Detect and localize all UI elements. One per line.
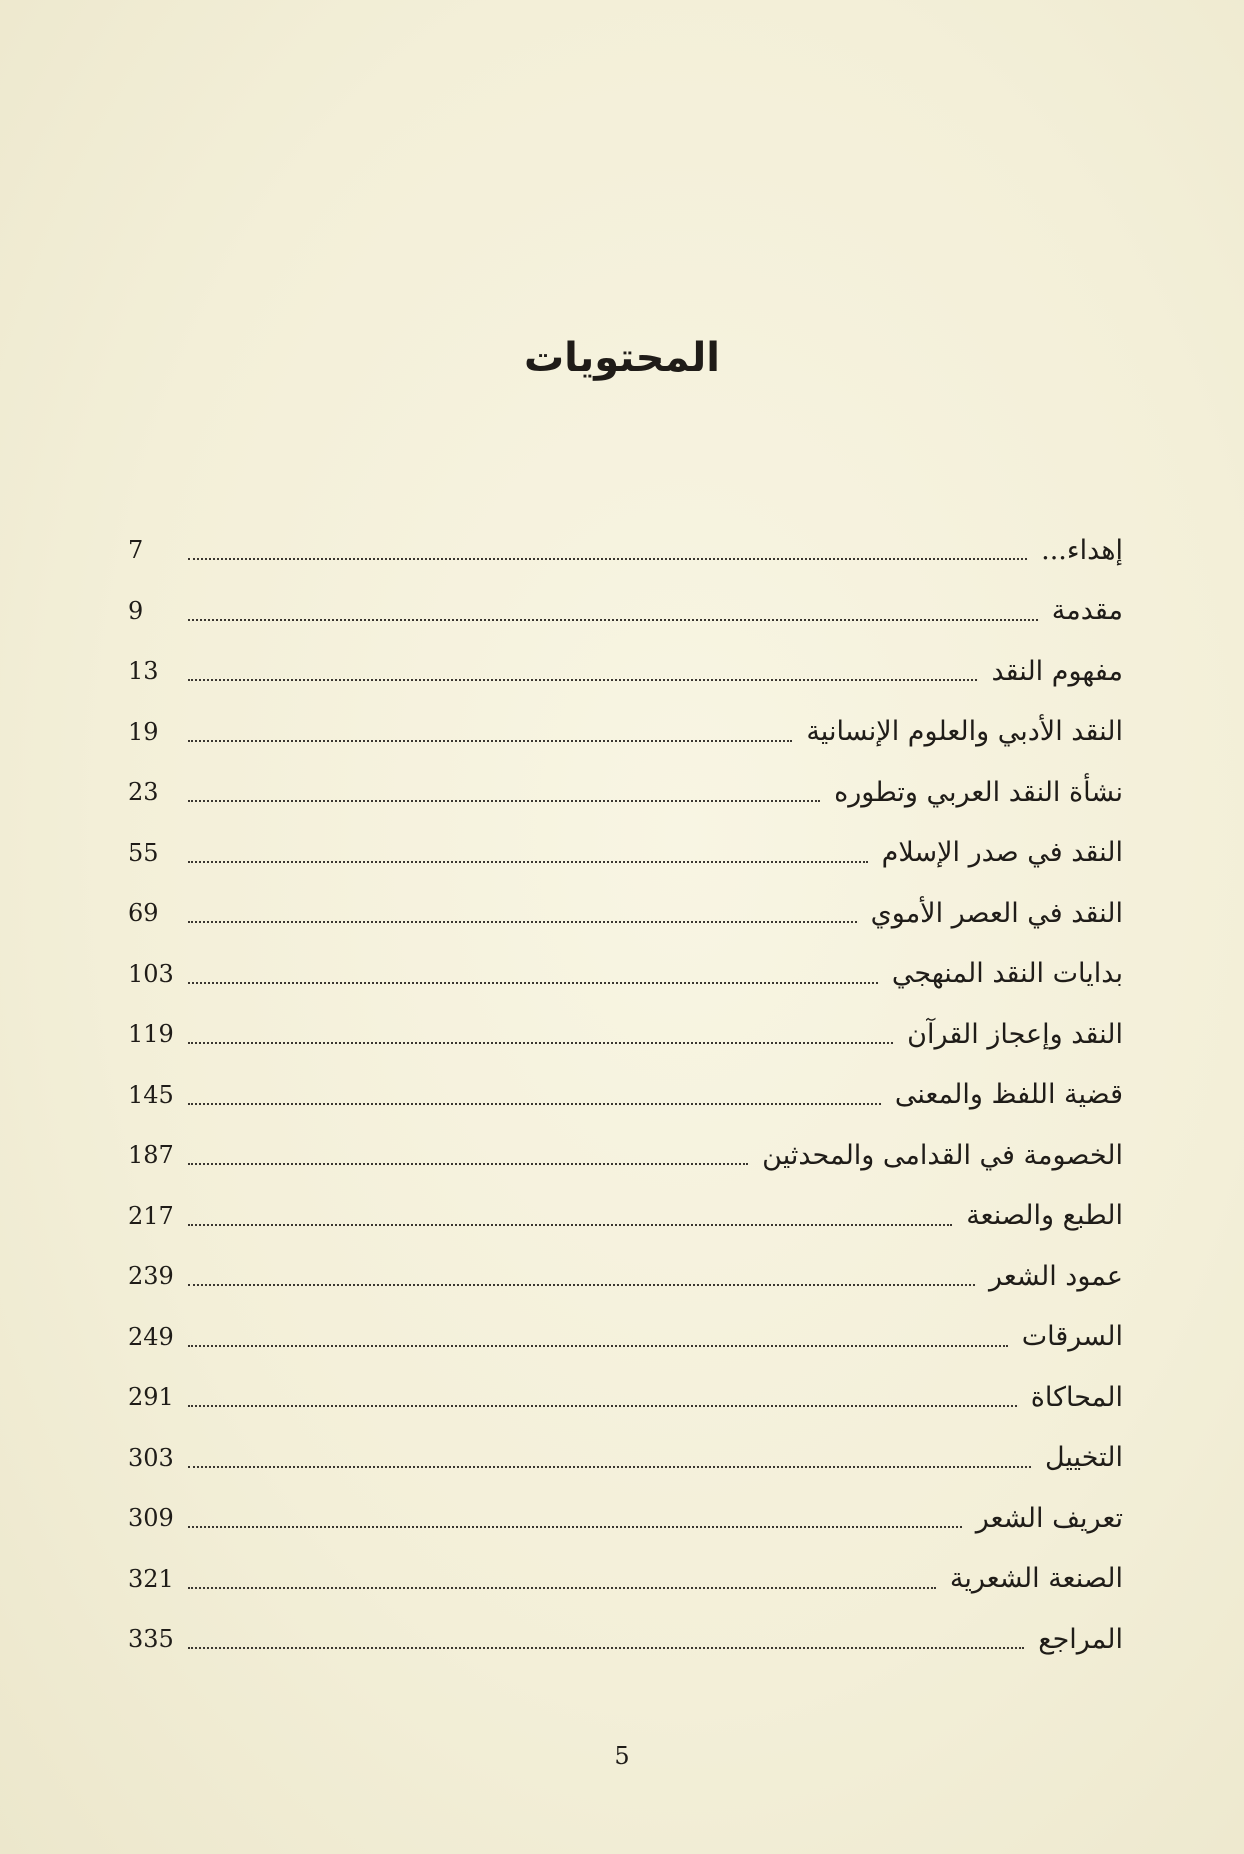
toc-entry-title: الصنعة الشعرية bbox=[949, 1563, 1123, 1595]
toc-entry-page: 239 bbox=[128, 1262, 174, 1291]
toc-entry bbox=[128, 1549, 1123, 1610]
dot-leader bbox=[188, 1345, 1008, 1347]
page-number: 5 bbox=[614, 1742, 630, 1770]
toc-entry-page: 103 bbox=[128, 959, 174, 988]
toc-entry-title: النقد في صدر الإسلام bbox=[881, 837, 1123, 869]
dot-leader bbox=[188, 1466, 1031, 1468]
dot-leader bbox=[188, 1042, 893, 1044]
toc-entry-title: النقد في العصر الأموي bbox=[870, 897, 1123, 929]
dot-leader bbox=[188, 1526, 962, 1528]
dot-leader bbox=[188, 558, 1027, 560]
toc-entry-page: 145 bbox=[128, 1080, 174, 1109]
dot-leader bbox=[188, 861, 868, 863]
toc-entry-title: مقدمة bbox=[1051, 595, 1123, 627]
toc-entry-page: 321 bbox=[128, 1564, 174, 1593]
toc-entry-title: الخصومة في القدامى والمحدثين bbox=[762, 1139, 1123, 1171]
toc-entry-title: النقد الأدبي والعلوم الإنسانية bbox=[806, 716, 1123, 748]
toc-entry bbox=[128, 1307, 1123, 1368]
toc-entry bbox=[128, 1125, 1123, 1186]
toc-entry bbox=[128, 1488, 1123, 1549]
toc-entry-title: الطبع والصنعة bbox=[966, 1200, 1123, 1232]
table-of-contents bbox=[128, 520, 1123, 1670]
toc-entry-title: بدايات النقد المنهجي bbox=[891, 958, 1123, 990]
toc-entry bbox=[128, 1246, 1123, 1307]
toc-entry-page: 187 bbox=[128, 1141, 174, 1170]
dot-leader bbox=[188, 619, 1038, 621]
toc-entry-page: 249 bbox=[128, 1322, 174, 1351]
toc-entry-page: 9 bbox=[128, 596, 144, 625]
dot-leader bbox=[188, 679, 977, 681]
dot-leader bbox=[188, 1405, 1017, 1407]
toc-entry bbox=[128, 944, 1123, 1005]
dot-leader bbox=[188, 1647, 1024, 1649]
toc-entry-title: المحاكاة bbox=[1030, 1381, 1123, 1413]
toc-entry-title: نشأة النقد العربي وتطوره bbox=[834, 776, 1123, 808]
toc-entry-page: 119 bbox=[128, 1020, 174, 1049]
toc-entry-title: التخييل bbox=[1044, 1442, 1123, 1474]
toc-entry bbox=[128, 581, 1123, 642]
toc-entry bbox=[128, 702, 1123, 763]
toc-entry-page: 335 bbox=[128, 1625, 174, 1654]
page-title: المحتويات bbox=[523, 335, 720, 381]
toc-entry-title: النقد وإعجاز القرآن bbox=[907, 1018, 1123, 1050]
toc-entry bbox=[128, 1004, 1123, 1065]
toc-entry-page: 13 bbox=[128, 657, 159, 686]
toc-entry bbox=[128, 823, 1123, 884]
toc-entry-page: 23 bbox=[128, 778, 159, 807]
dot-leader bbox=[188, 1103, 881, 1105]
dot-leader bbox=[188, 800, 820, 802]
toc-entry bbox=[128, 762, 1123, 823]
toc-entry-title: تعريف الشعر bbox=[975, 1502, 1123, 1534]
toc-entry bbox=[128, 1428, 1123, 1489]
toc-entry-page: 19 bbox=[128, 717, 159, 746]
dot-leader bbox=[188, 1224, 952, 1226]
toc-entry-page: 291 bbox=[128, 1383, 174, 1412]
toc-entry-page: 55 bbox=[128, 838, 159, 867]
toc-entry-title: السرقات bbox=[1021, 1321, 1123, 1353]
toc-entry bbox=[128, 883, 1123, 944]
dot-leader bbox=[188, 1284, 975, 1286]
dot-leader bbox=[188, 740, 792, 742]
dot-leader bbox=[188, 982, 878, 984]
toc-entry-title: مفهوم النقد bbox=[991, 655, 1123, 687]
dot-leader bbox=[188, 1587, 936, 1589]
toc-entry-page: 217 bbox=[128, 1201, 174, 1230]
toc-entry-page: 7 bbox=[128, 536, 144, 565]
toc-entry bbox=[128, 520, 1123, 581]
toc-entry-title: قضية اللفظ والمعنى bbox=[894, 1079, 1123, 1111]
dot-leader bbox=[188, 921, 857, 923]
toc-entry-title: إهداء... bbox=[1041, 534, 1123, 566]
toc-entry bbox=[128, 1186, 1123, 1247]
dot-leader bbox=[188, 1163, 748, 1165]
toc-entry-page: 303 bbox=[128, 1443, 174, 1472]
toc-entry bbox=[128, 1065, 1123, 1126]
toc-entry-title: المراجع bbox=[1038, 1623, 1123, 1655]
toc-entry-page: 309 bbox=[128, 1504, 174, 1533]
toc-entry bbox=[128, 641, 1123, 702]
toc-entry-title: عمود الشعر bbox=[988, 1260, 1123, 1292]
toc-entry-page: 69 bbox=[128, 899, 159, 928]
toc-entry bbox=[128, 1609, 1123, 1670]
toc-entry bbox=[128, 1367, 1123, 1428]
